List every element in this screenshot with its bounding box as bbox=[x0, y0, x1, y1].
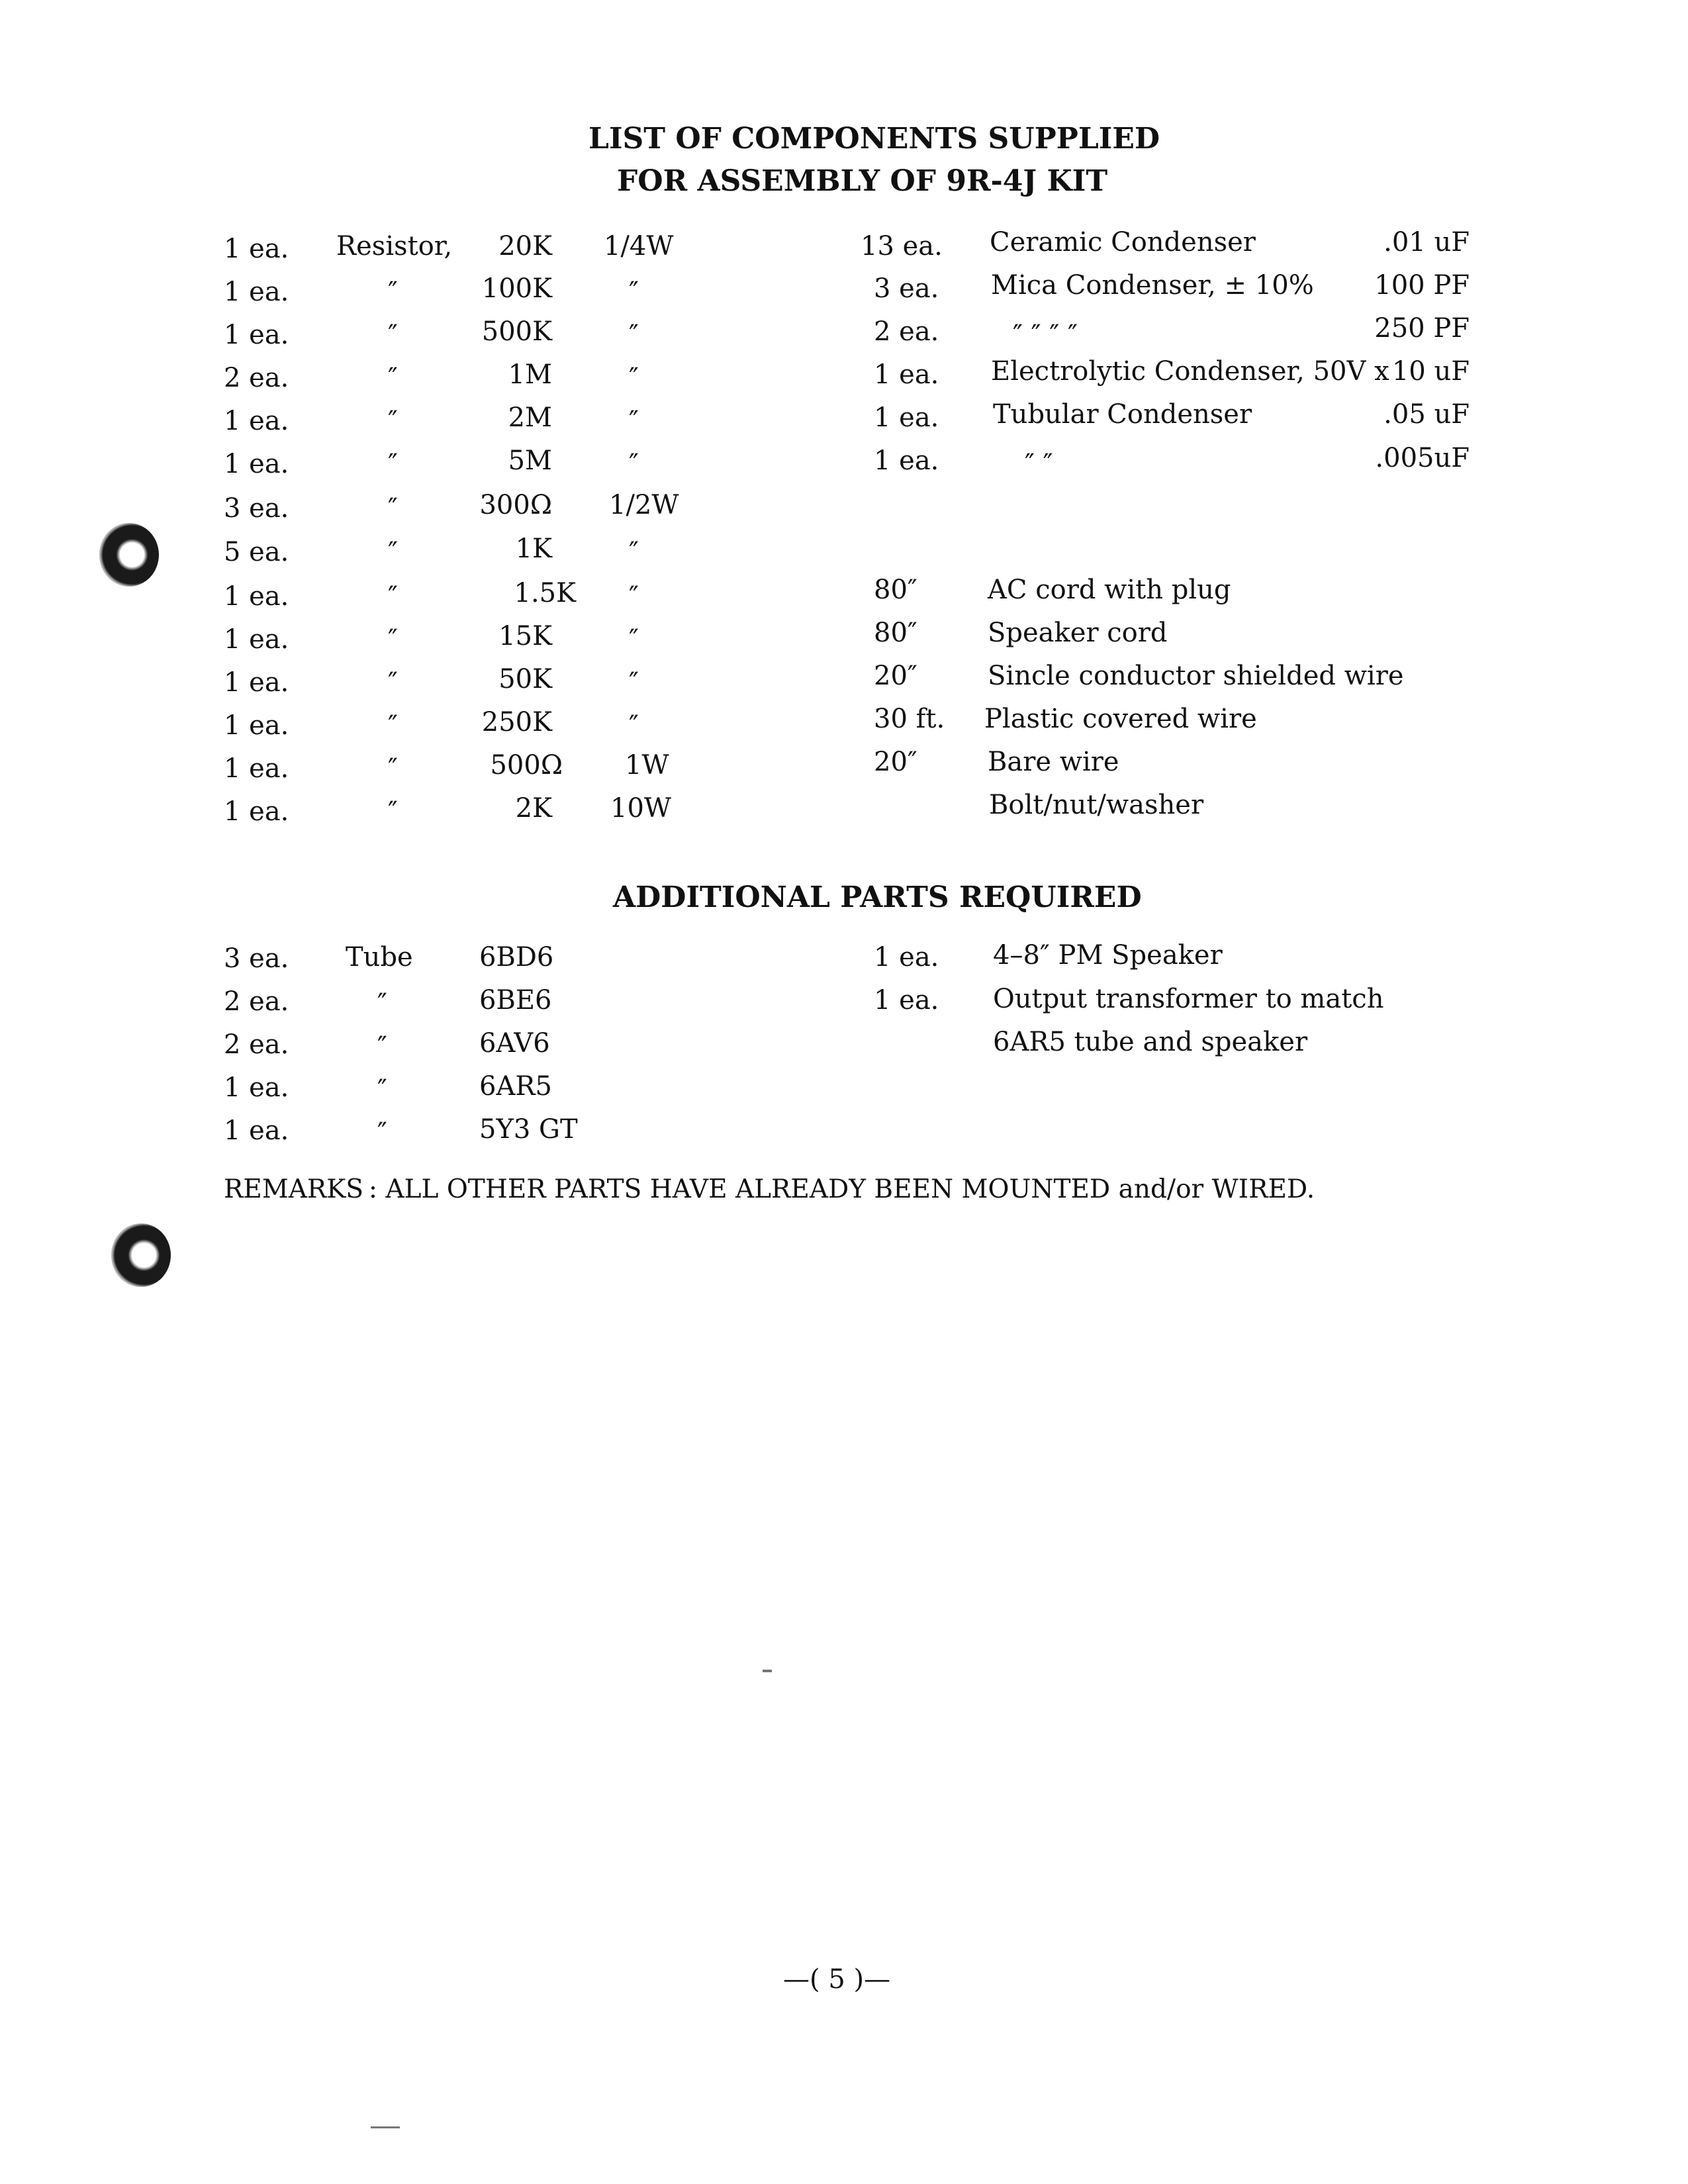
resistor-name: ″ bbox=[388, 449, 398, 479]
resistor-value: 2M bbox=[508, 403, 552, 433]
resistor-name: ″ bbox=[388, 753, 398, 784]
resistor-rating: ″ bbox=[629, 537, 639, 567]
resistor-name: ″ bbox=[388, 406, 398, 436]
scan-speck bbox=[763, 1670, 772, 1672]
wire-desc: Sincle conductor shielded wire bbox=[988, 661, 1404, 691]
condenser-desc: Ceramic Condenser bbox=[990, 227, 1256, 258]
resistor-value: 500K bbox=[481, 316, 552, 347]
resistor-name: ″ bbox=[388, 493, 398, 524]
resistor-rating: 10W bbox=[610, 793, 672, 824]
resistor-qty: 1 ea. bbox=[224, 320, 289, 350]
title-line-1: LIST OF COMPONENTS SUPPLIED bbox=[588, 122, 1160, 156]
resistor-value: 1M bbox=[508, 359, 552, 390]
resistor-rating: ″ bbox=[629, 581, 639, 612]
condenser-desc: ″ ″ ″ ″ bbox=[1013, 320, 1078, 350]
wire-desc: Bare wire bbox=[988, 747, 1119, 777]
resistor-qty: 1 ea. bbox=[224, 667, 289, 698]
wire-qty: 20″ bbox=[874, 747, 917, 777]
resistor-qty: 1 ea. bbox=[224, 624, 289, 655]
scan-speck bbox=[371, 2126, 400, 2128]
resistor-qty: 1 ea. bbox=[224, 796, 289, 827]
resistor-rating: ″ bbox=[629, 320, 639, 350]
condenser-value: 250 PF bbox=[1374, 313, 1470, 344]
condenser-qty: 1 ea. bbox=[874, 446, 939, 476]
resistor-value: 1K bbox=[515, 534, 552, 564]
resistor-value: 500Ω bbox=[490, 750, 563, 781]
resistor-name: ″ bbox=[388, 710, 398, 741]
condenser-value: .005uF bbox=[1375, 443, 1470, 473]
resistor-value: 5M bbox=[508, 446, 552, 476]
resistor-qty: 2 ea. bbox=[224, 363, 289, 393]
resistor-rating: ″ bbox=[629, 363, 639, 393]
wire-desc: AC cord with plug bbox=[988, 575, 1231, 605]
condenser-desc: Tubular Condenser bbox=[993, 399, 1252, 430]
part-qty: 1 ea. bbox=[874, 985, 939, 1016]
resistor-qty: 1 ea. bbox=[224, 581, 289, 612]
tube-type: 6BE6 bbox=[479, 985, 552, 1016]
resistor-value: 300Ω bbox=[479, 490, 552, 520]
wire-desc: Bolt/nut/washer bbox=[989, 790, 1204, 820]
remarks: REMARKS : ALL OTHER PARTS HAVE ALREADY BEEN MOUNTED and/or WIRED. bbox=[224, 1174, 1315, 1204]
tube-name: ″ bbox=[377, 1074, 387, 1105]
tube-type: 6AR5 bbox=[479, 1071, 552, 1102]
resistor-qty: 5 ea. bbox=[224, 537, 289, 567]
condenser-desc: Mica Condenser, ± 10% bbox=[991, 270, 1314, 301]
tube-type: 6AV6 bbox=[479, 1028, 550, 1059]
resistor-value: 100K bbox=[481, 273, 552, 304]
tube-qty: 3 ea. bbox=[224, 943, 289, 974]
condenser-qty: 13 ea. bbox=[861, 231, 943, 261]
resistor-value: 15K bbox=[498, 621, 552, 651]
part-desc: 6AR5 tube and speaker bbox=[993, 1027, 1308, 1057]
resistor-rating: 1/4W bbox=[604, 231, 674, 261]
wire-qty: 20″ bbox=[874, 661, 917, 691]
condenser-value: .01 uF bbox=[1383, 227, 1470, 258]
resistor-qty: 1 ea. bbox=[224, 406, 289, 436]
resistor-name: ″ bbox=[388, 624, 398, 655]
resistor-value: 50K bbox=[498, 664, 552, 694]
resistor-qty: 1 ea. bbox=[224, 710, 289, 741]
resistor-rating: ″ bbox=[629, 710, 639, 741]
wire-qty: 30 ft. bbox=[874, 704, 945, 734]
resistor-name: ″ bbox=[388, 537, 398, 567]
resistor-qty: 1 ea. bbox=[224, 449, 289, 479]
resistor-value: 1.5K bbox=[514, 578, 576, 608]
condenser-qty: 3 ea. bbox=[874, 273, 939, 304]
tube-name: ″ bbox=[377, 1031, 387, 1062]
condenser-value: 10 uF bbox=[1391, 356, 1470, 387]
wire-qty: 80″ bbox=[874, 575, 917, 605]
resistor-rating: ″ bbox=[629, 277, 639, 307]
resistor-name: ″ bbox=[388, 277, 398, 307]
title-line-2: FOR ASSEMBLY OF 9R-4J KIT bbox=[617, 164, 1108, 198]
resistor-name: ″ bbox=[388, 363, 398, 393]
tube-qty: 1 ea. bbox=[224, 1072, 289, 1103]
resistor-rating: 1W bbox=[625, 750, 669, 781]
part-desc: 4–8″ PM Speaker bbox=[993, 940, 1223, 971]
wire-qty: 80″ bbox=[874, 618, 917, 648]
resistor-name: ″ bbox=[388, 796, 398, 827]
tube-qty: 2 ea. bbox=[224, 986, 289, 1017]
resistor-qty: 1 ea. bbox=[224, 277, 289, 307]
resistor-rating: ″ bbox=[629, 449, 639, 479]
resistor-rating: ″ bbox=[629, 667, 639, 698]
wire-desc: Plastic covered wire bbox=[984, 704, 1257, 734]
resistor-value: 2K bbox=[515, 793, 552, 824]
punch-hole-icon bbox=[111, 1223, 171, 1287]
part-qty: 1 ea. bbox=[874, 942, 939, 973]
resistor-name: ″ bbox=[388, 320, 398, 350]
resistor-rating: ″ bbox=[629, 624, 639, 655]
resistor-name: ″ bbox=[388, 581, 398, 612]
condenser-qty: 1 ea. bbox=[874, 403, 939, 433]
condenser-value: .05 uF bbox=[1383, 399, 1470, 430]
tube-name: ″ bbox=[377, 1117, 387, 1148]
condenser-qty: 1 ea. bbox=[874, 359, 939, 390]
tube-name: ″ bbox=[377, 988, 387, 1019]
resistor-qty: 1 ea. bbox=[224, 234, 289, 264]
resistor-qty: 1 ea. bbox=[224, 753, 289, 784]
resistor-name: Resistor, bbox=[336, 231, 453, 261]
tube-qty: 2 ea. bbox=[224, 1029, 289, 1060]
condenser-qty: 2 ea. bbox=[874, 316, 939, 347]
wire-desc: Speaker cord bbox=[988, 618, 1168, 648]
additional-parts-heading: ADDITIONAL PARTS REQUIRED bbox=[613, 880, 1142, 914]
tube-type: 6BD6 bbox=[479, 942, 554, 973]
resistor-value: 250K bbox=[481, 707, 552, 737]
tube-name: Tube bbox=[346, 942, 413, 973]
tube-type: 5Y3 GT bbox=[479, 1114, 578, 1145]
condenser-value: 100 PF bbox=[1374, 270, 1470, 301]
resistor-name: ″ bbox=[388, 667, 398, 698]
punch-hole-icon bbox=[99, 523, 159, 587]
resistor-rating: 1/2W bbox=[609, 490, 679, 520]
resistor-qty: 3 ea. bbox=[224, 493, 289, 524]
part-desc: Output transformer to match bbox=[993, 984, 1384, 1014]
tube-qty: 1 ea. bbox=[224, 1116, 289, 1146]
condenser-desc: ″ ″ bbox=[1025, 449, 1053, 479]
resistor-rating: ″ bbox=[629, 406, 639, 436]
page-number: —( 5 )— bbox=[783, 1964, 891, 1995]
condenser-desc: Electrolytic Condenser, 50V x bbox=[991, 356, 1389, 387]
resistor-value: 20K bbox=[498, 231, 552, 261]
